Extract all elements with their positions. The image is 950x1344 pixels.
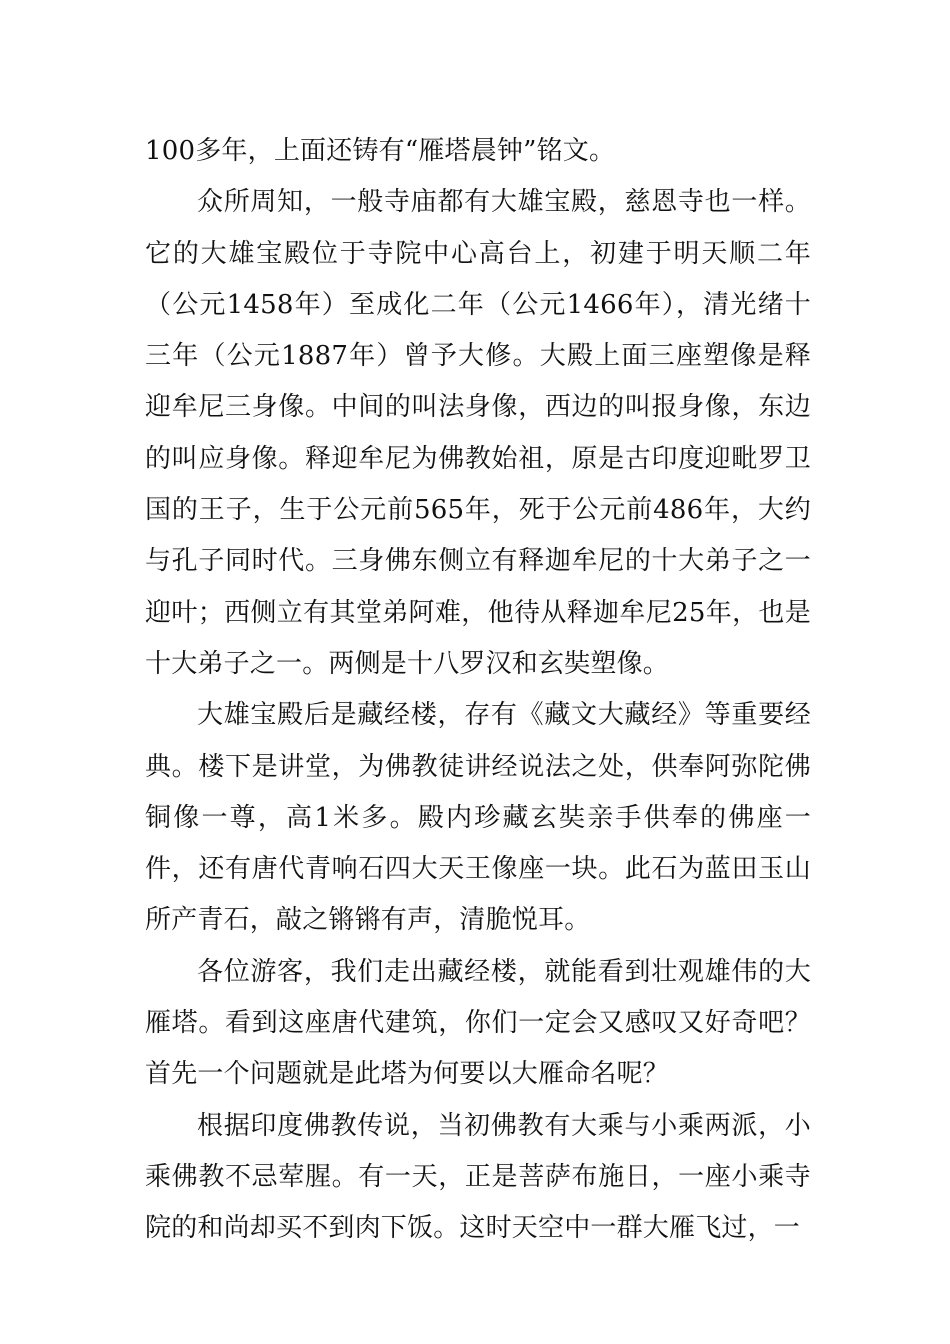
paragraph-3: 大雄宝殿后是藏经楼，存有《藏文大藏经》等重要经典。楼下是讲堂，为佛教徒讲经说法之处，供奉阿弥陀佛铜像一尊，高1米多。殿内珍藏玄奘亲手供奉的佛座一件，还有唐代青响石四大天王像座一块。此石为蓝田玉山所产青石，敲之锵锵有声，清脆悦耳。 [145,700,811,936]
document-body [145,126,811,1255]
paragraph-2: 众所周知，一般寺庙都有大雄宝殿，慈恩寺也一样。它的大雄宝殿位于寺院中心高台上，初建于明天顺二年（公元1458年）至成化二年（公元1466年），清光绪十三年（公元1887年）曾予大修。大殿上面三座塑像是释迎牟尼三身像。中间的叫法身像，西边的叫报身像，东边的叫应身像。释迎牟尼为佛教始祖，原是古印度迎毗罗卫国的王子，生于公元前565年，死于公元前486年，大约与孔子同时代。三身佛东侧立有释迦牟尼的十大弟子之一迎叶；西侧立有其堂弟阿难，他待从释迦牟尼25年，也是十大弟子之一。两侧是十八罗汉和玄奘塑像。 [145,187,811,679]
paragraph-4: 各位游客，我们走出藏经楼，就能看到壮观雄伟的大雁塔。看到这座唐代建筑，你们一定会又感叹又好奇吧？首先一个问题就是此塔为何要以大雁命名呢？ [145,956,811,1090]
paragraph-5: 根据印度佛教传说，当初佛教有大乘与小乘两派，小乘佛教不忌荤腥。有一天，正是菩萨布施日，一座小乘寺院的和尚却买不到肉下饭。这时天空中一群大雁飞过，一 [145,1110,811,1244]
paragraph-1: 100多年，上面还铸有“雁塔晨钟”铭文。 [145,136,616,166]
